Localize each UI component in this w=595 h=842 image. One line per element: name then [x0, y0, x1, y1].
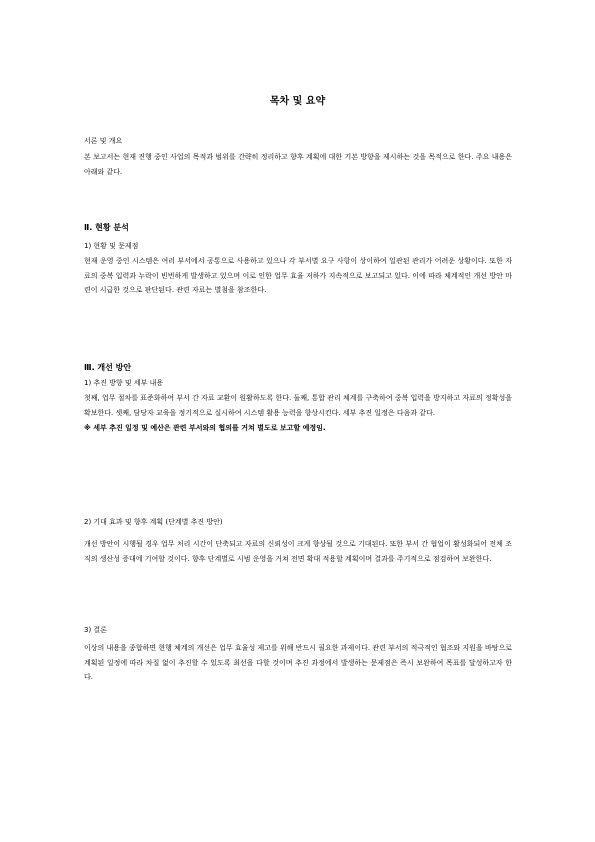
section-body: 이상의 내용을 종합하면 현행 체계의 개선은 업무 효율성 제고를 위해 반드시 필요한 과제이다. 관련 부서의 적극적인 협조와 지원을 바탕으로 계획된 일정에 따라 차질 없이 추진할 수 있도록 최선을 다할 것이며 추진 과정에서 발생하는 문제점은 즉시 보완하여 목표를 달성하고자 한다. [84, 644, 512, 681]
section-conclusion [84, 625, 512, 685]
section-subheading: 3) 결론 [84, 626, 107, 634]
section-intro [84, 136, 512, 179]
section-body: 첫째, 업무 절차를 표준화하여 부서 간 자료 교환이 원활하도록 한다. 둘째, 통합 관리 체계를 구축하여 중복 입력을 방지하고 자료의 정확성을 확보한다. 셋째, 담당자 교육을 정기적으로 실시하여 시스템 활용 능력을 향상시킨다. 세부 추진 일정은 다음과 같다. [84, 394, 512, 417]
page-title: 목차 및 요약 [269, 96, 326, 107]
section-subheading: 1) 추진 방향 및 세부 내용 [84, 379, 164, 387]
section-heading: Ⅱ. 현황 분석 [84, 223, 129, 232]
section-status [84, 222, 512, 298]
section-effects [84, 517, 512, 566]
section-body: 본 보고서는 현재 진행 중인 사업의 목적과 범위를 간략히 정리하고 향후 계획에 대한 기본 방향을 제시하는 것을 목적으로 한다. 주요 내용은 아래와 같다. [84, 153, 512, 176]
section-improvement [84, 362, 512, 436]
section-subheading: 2) 기대 효과 및 향후 계획 (단계별 추진 방안) [84, 518, 223, 526]
section-subheading: 1) 현황 및 문제점 [84, 242, 139, 250]
section-heading: Ⅲ. 개선 방안 [84, 363, 132, 372]
section-label: 서론 및 개요 [84, 137, 123, 145]
section-body: 개선 방안이 시행될 경우 업무 처리 시간이 단축되고 자료의 신뢰성이 크게 향상될 것으로 기대된다. 또한 부서 간 협업이 활성화되어 전체 조직의 생산성 증대에 기여할 것이다. 향후 단계별로 시범 운영을 거쳐 전면 확대 적용할 계획이며 결과를 주기적으로 점검하여 보완한다. [84, 540, 512, 563]
section-body: 현재 운영 중인 시스템은 여러 부서에서 공통으로 사용하고 있으나 각 부서별 요구 사항이 상이하여 일관된 관리가 어려운 상황이다. 또한 자료의 중복 입력과 누락이 빈번하게 발생하고 있으며 이로 인한 업무 효율 저하가 지속적으로 보고되고 있다. 이에 따라 체계적인 개선 방안 마련이 시급한 것으로 판단된다. 관련 자료는 별첨을 참조한다. [84, 257, 512, 294]
section-note: ※ 세부 추진 일정 및 예산은 관련 부서와의 협의를 거쳐 별도로 보고할 예정임. [84, 424, 326, 432]
